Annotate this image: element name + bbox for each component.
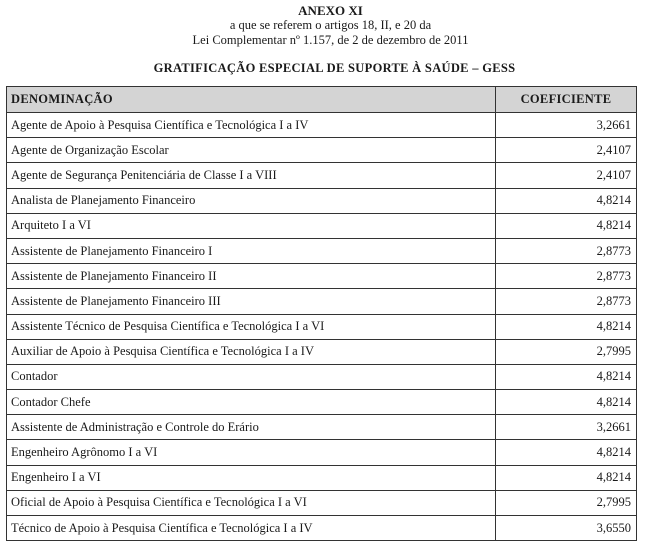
row-denominacao: Assistente de Administração e Controle do Erário (7, 415, 496, 440)
table-row (7, 264, 637, 289)
row-denominacao: Assistente de Planejamento Financeiro III (7, 289, 496, 314)
row-coeficiente: 3,6550 (496, 516, 637, 541)
row-coeficiente: 2,8773 (496, 238, 637, 263)
row-coeficiente: 4,8214 (496, 440, 637, 465)
row-denominacao: Agente de Organização Escolar (7, 138, 496, 163)
table-row (7, 390, 637, 415)
table-row (7, 465, 637, 490)
row-coeficiente: 4,8214 (496, 314, 637, 339)
law-reference-line: Lei Complementar nº 1.157, de 2 de dezembro de 2011 (192, 33, 469, 47)
table-row (7, 188, 637, 213)
document-header (0, 3, 649, 48)
row-coeficiente: 2,7995 (496, 339, 637, 364)
row-denominacao: Engenheiro I a VI (7, 465, 496, 490)
row-denominacao: Técnico de Apoio à Pesquisa Científica e Tecnológica I a IV (7, 516, 496, 541)
row-denominacao: Agente de Segurança Penitenciária de Classe I a VIII (7, 163, 496, 188)
row-denominacao: Assistente de Planejamento Financeiro I (7, 238, 496, 263)
annex-reference-line: a que se referem o artigos 18, II, e 20 da (229, 18, 432, 32)
table-row (7, 138, 637, 163)
table-row (7, 314, 637, 339)
row-coeficiente: 4,8214 (496, 364, 637, 389)
table-row (7, 339, 637, 364)
table-row (7, 440, 637, 465)
row-denominacao: Agente de Apoio à Pesquisa Científica e Tecnológica I a IV (7, 113, 496, 138)
row-denominacao: Assistente de Planejamento Financeiro II (7, 264, 496, 289)
row-denominacao: Assistente Técnico de Pesquisa Científica e Tecnológica I a VI (7, 314, 496, 339)
table-row (7, 238, 637, 263)
annex-title: ANEXO XI (298, 3, 363, 18)
column-header-coeficiente: COEFICIENTE (496, 87, 637, 113)
row-denominacao: Arquiteto I a VI (7, 213, 496, 238)
row-coeficiente: 4,8214 (496, 465, 637, 490)
row-denominacao: Contador Chefe (7, 390, 496, 415)
row-coeficiente: 4,8214 (496, 188, 637, 213)
row-coeficiente: 4,8214 (496, 390, 637, 415)
row-coeficiente: 4,8214 (496, 213, 637, 238)
row-denominacao: Engenheiro Agrônomo I a VI (7, 440, 496, 465)
table-row (7, 490, 637, 515)
row-coeficiente: 3,2661 (496, 113, 637, 138)
table-header-row (7, 87, 637, 113)
row-coeficiente: 2,7995 (496, 490, 637, 515)
row-coeficiente: 2,4107 (496, 138, 637, 163)
section-title: GRATIFICAÇÃO ESPECIAL DE SUPORTE À SAÚDE – GESS (153, 61, 516, 75)
column-header-denominacao: DENOMINAÇÃO (7, 87, 496, 113)
row-denominacao: Auxiliar de Apoio à Pesquisa Científica e Tecnológica I a IV (7, 339, 496, 364)
table-row (7, 415, 637, 440)
table-row (7, 289, 637, 314)
row-denominacao: Contador (7, 364, 496, 389)
table-row (7, 163, 637, 188)
row-coeficiente: 2,8773 (496, 264, 637, 289)
table-row (7, 364, 637, 389)
row-coeficiente: 2,8773 (496, 289, 637, 314)
row-denominacao: Oficial de Apoio à Pesquisa Científica e Tecnológica I a VI (7, 490, 496, 515)
row-denominacao: Analista de Planejamento Financeiro (7, 188, 496, 213)
table-row (7, 113, 637, 138)
coefficient-table (6, 86, 637, 541)
row-coeficiente: 3,2661 (496, 415, 637, 440)
table-row (7, 213, 637, 238)
table-row (7, 516, 637, 541)
row-coeficiente: 2,4107 (496, 163, 637, 188)
